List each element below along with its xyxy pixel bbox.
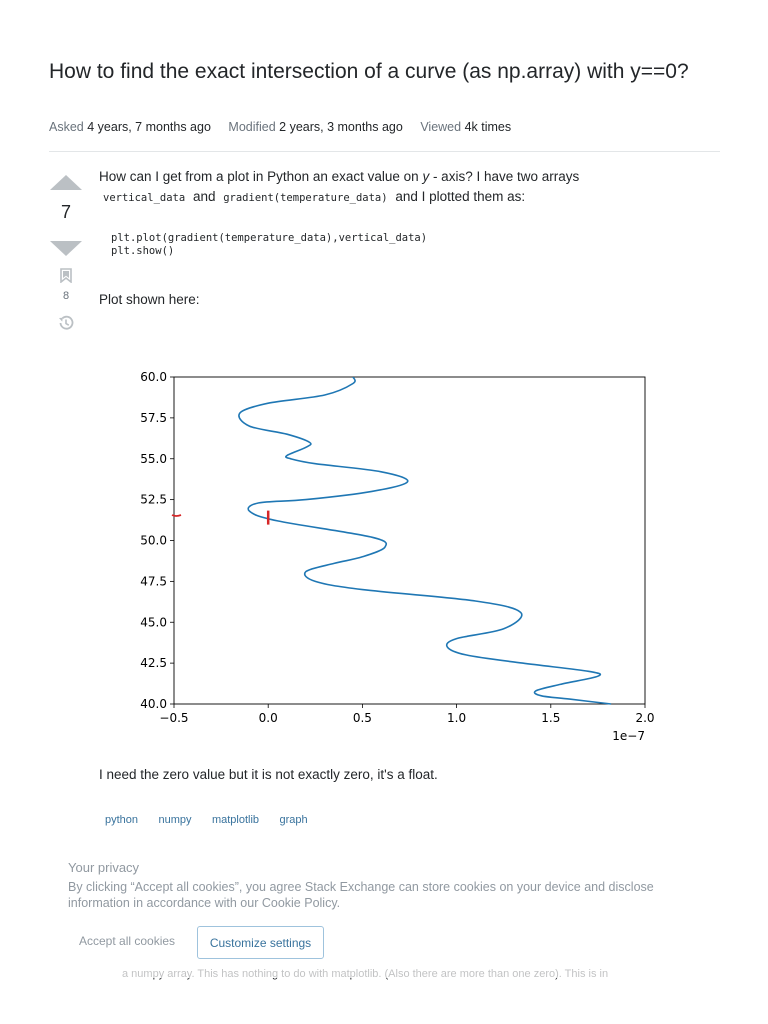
inline-code-vertical-data: vertical_data xyxy=(99,191,189,205)
modified-value[interactable]: 2 years, 3 months ago xyxy=(279,120,403,134)
tag-graph[interactable]: graph xyxy=(274,812,314,828)
plot-x-ticks xyxy=(159,704,654,725)
y-tick-label: 52.5 xyxy=(140,492,167,507)
y-tick-label: 57.5 xyxy=(140,410,167,425)
y-tick-label: 55.0 xyxy=(140,451,167,466)
inline-code-gradient: gradient(temperature_data) xyxy=(219,191,391,205)
bookmark-icon[interactable] xyxy=(60,268,72,283)
x-tick-label: 2.0 xyxy=(635,711,655,725)
privacy-text: By clicking “Accept all cookies”, you agree Stack Exchange can store cookies on your device and disclose information in accordance with our Cookie Policy. xyxy=(68,880,654,910)
x-tick-label: 0.0 xyxy=(258,711,278,725)
history-icon[interactable] xyxy=(56,313,76,333)
x-axis-multiplier-label: 1e−7 xyxy=(612,729,645,743)
viewed-info: Viewed 4k times xyxy=(420,120,512,134)
x-tick-label: −0.5 xyxy=(159,711,189,725)
question-meta xyxy=(49,120,525,134)
asked-info: Asked 4 years, 7 months ago xyxy=(49,120,211,134)
plot-frame xyxy=(174,377,645,704)
upvote-arrow-icon[interactable] xyxy=(50,175,82,190)
question-body-paragraph-3: I need the zero value but it is not exactly zero, it's a float. xyxy=(99,767,438,782)
y-tick-label: 60.0 xyxy=(140,370,167,384)
y-tick-label: 47.5 xyxy=(140,574,167,589)
y-tick-label: 42.5 xyxy=(140,656,167,671)
customize-settings-button[interactable]: Customize settings xyxy=(197,926,324,959)
bookmark-count: 8 xyxy=(62,290,70,302)
tag-numpy[interactable]: numpy xyxy=(152,812,197,828)
modified-info: Modified 2 years, 3 months ago xyxy=(228,120,403,134)
annotation-marker xyxy=(172,515,181,516)
code-block: plt.plot(gradient(temperature_data),vertical_data) plt.show() xyxy=(111,232,428,257)
viewed-value: 4k times xyxy=(464,120,512,134)
x-tick-label: 1.0 xyxy=(447,711,467,725)
x-tick-label: 0.5 xyxy=(352,711,372,725)
question-body-paragraph-1: How can I get from a plot in Python an exact value on y - axis? I have two arrays vertical_data and gradient(temperature_data) and I plotted them as: xyxy=(99,169,580,204)
tag-list xyxy=(99,810,318,828)
y-tick-label: 40.0 xyxy=(140,697,167,711)
tag-matplotlib[interactable]: matplotlib xyxy=(206,812,265,828)
gradient-plot xyxy=(128,362,673,747)
question-title[interactable]: How to find the exact intersection of a curve (as np.array) with y==0? xyxy=(49,60,689,83)
x-tick-label: 1.5 xyxy=(541,711,561,725)
asked-value[interactable]: 4 years, 7 months ago xyxy=(87,120,211,134)
question-body-paragraph-2: Plot shown here: xyxy=(99,292,200,307)
y-tick-label: 45.0 xyxy=(140,615,167,630)
plot-y-ticks xyxy=(140,370,174,711)
plot-series-line xyxy=(239,377,611,704)
tag-python[interactable]: python xyxy=(99,812,144,828)
downvote-arrow-icon[interactable] xyxy=(50,241,82,256)
privacy-title: Your privacy xyxy=(68,860,140,875)
privacy-banner xyxy=(0,848,768,978)
header-divider xyxy=(49,151,720,152)
accept-cookies-button[interactable]: Accept all cookies xyxy=(79,934,176,948)
vote-score: 7 xyxy=(60,202,71,222)
y-tick-label: 50.0 xyxy=(140,533,167,548)
